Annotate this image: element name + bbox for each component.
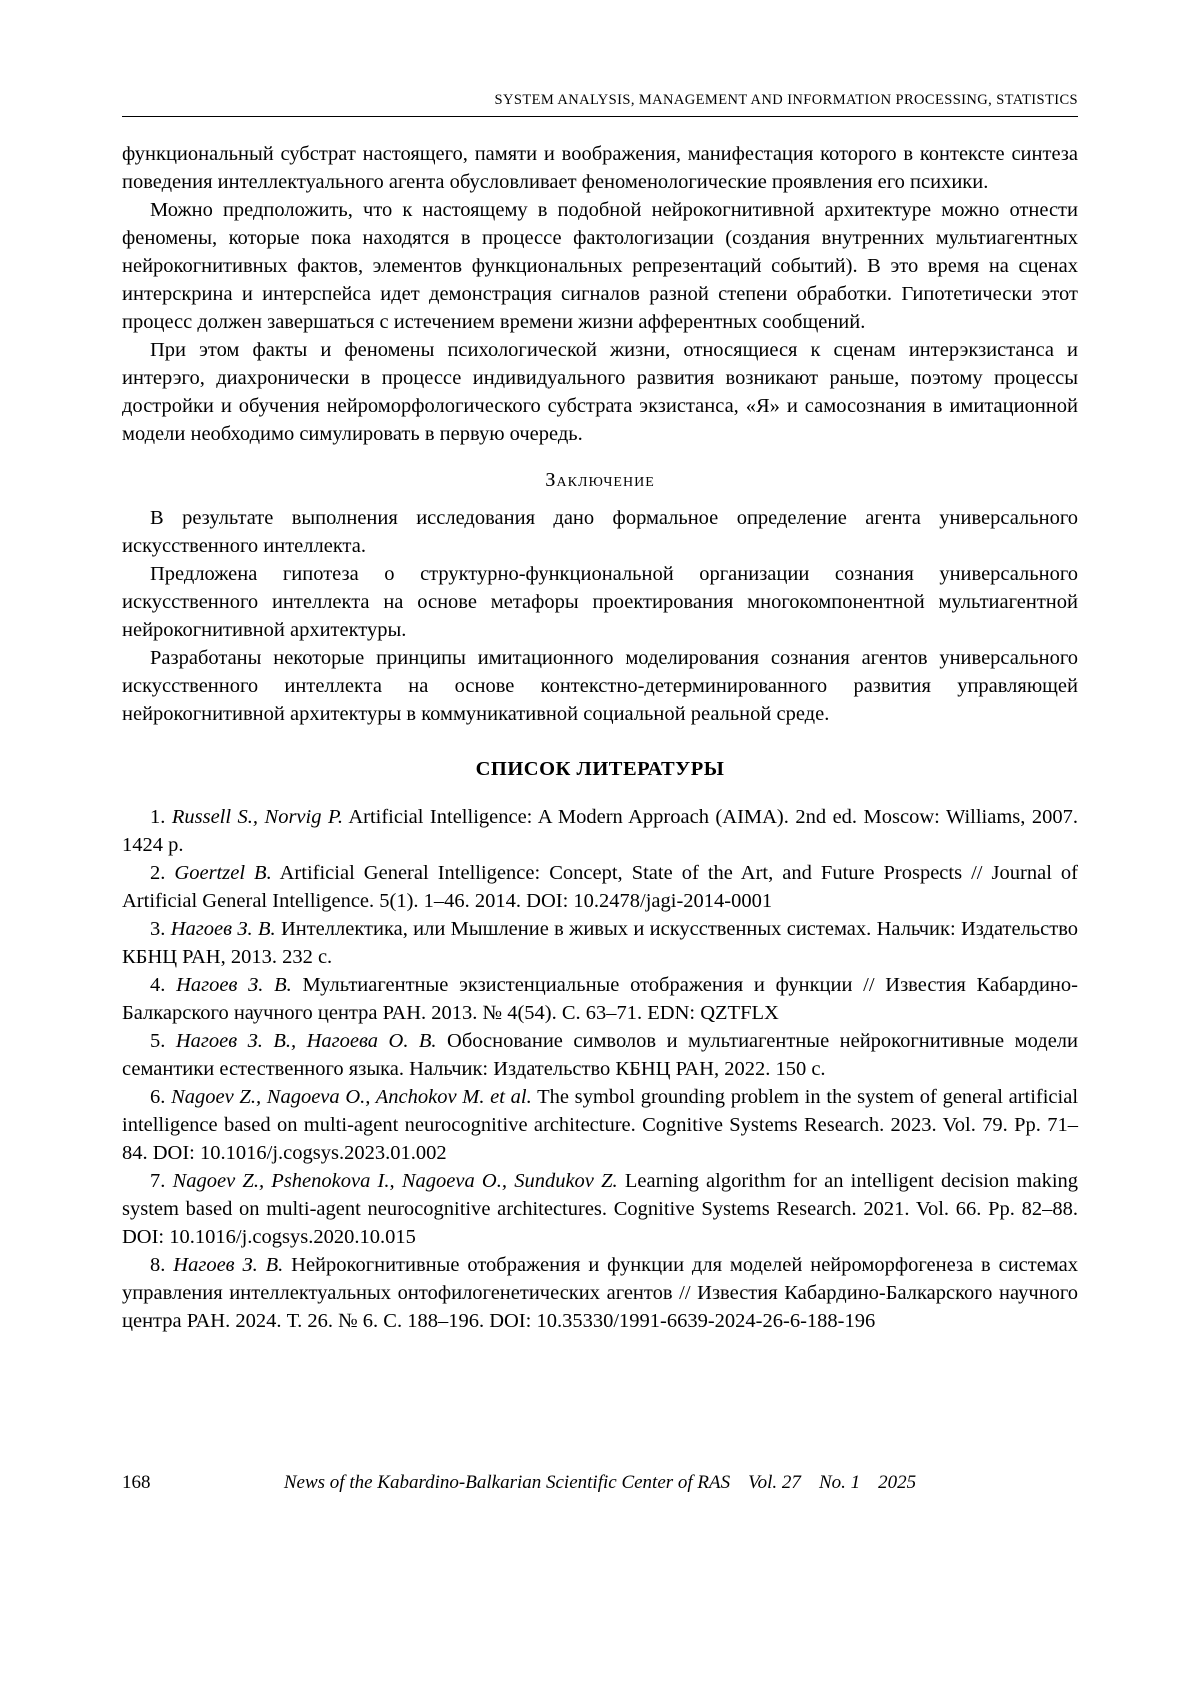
reference-number: 5. — [150, 1030, 166, 1052]
journal-line — [122, 1472, 1078, 1494]
body-paragraph: функциональный субстрат настоящего, памяти и воображения, манифестация которого в контексте синтеза поведения интеллектуального агента обусловливает феноменологические проявления его психики. — [122, 143, 1078, 193]
reference-item — [122, 971, 1078, 1027]
conclusion-heading: Заключение — [545, 469, 655, 491]
reference-authors: Нагоев З. В. — [176, 974, 292, 996]
body-paragraph: При этом факты и феномены психологической жизни, относящиеся к сценам интерэкзистанса и интерэго, диахронически в процессе индивидуального развития возникают раньше, поэтому процессы достройки и обучения нейроморфологического субстрата экзистанса, «Я» и самосознания в имитационной модели необходимо симулировать в первую очередь. — [122, 339, 1078, 445]
reference-item — [122, 1167, 1078, 1251]
conclusion-paragraph: Разработаны некоторые принципы имитационного моделирования сознания агентов универсального искусственного интеллекта на основе контекстно-детерминированного развития управляющей нейрокогнитивной архитектуры в коммуникативной социальной реальной среде. — [122, 647, 1078, 725]
references-heading: СПИСОК ЛИТЕРАТУРЫ — [475, 758, 725, 780]
reference-number: 3. — [150, 918, 166, 940]
reference-authors: Nagoev Z., Pshenokova I., Nagoeva O., Sundukov Z. — [172, 1170, 618, 1192]
reference-item — [122, 915, 1078, 971]
reference-authors: Nagoev Z., Nagoeva O., Anchokov M. et al. — [171, 1086, 532, 1108]
page-header — [122, 92, 1078, 117]
conclusion-paragraph: В результате выполнения исследования дано формальное определение агента универсального искусственного интеллекта. — [122, 507, 1078, 557]
reference-number: 7. — [150, 1170, 166, 1192]
reference-text: Artificial General Intelligence: Concept, State of the Art, and Future Prospects // Journal of Artificial General Intelligence. 5(1). 1–46. 2014. DOI: 10.2478/jagi-2014-0001 — [122, 862, 1079, 912]
reference-item — [122, 1251, 1078, 1335]
reference-text: The symbol grounding problem in the system of general artificial intelligence based on multi-agent neurocognitive architecture. Cognitive Systems Research. 2023. Vol. 79. Pp. 71–84. DOI: 10.1016/j.cogsys.2023.01.002 — [122, 1086, 1079, 1164]
reference-authors: Нагоев З. В. — [173, 1254, 284, 1276]
reference-text: Нейрокогнитивные отображения и функции для моделей нейроморфогенеза в системах управления интеллектуальных онтофилогенетических агентов // Известия Кабардино-Балкарского научного центра РАН. 2024. Т. 26. № 6. С. 188–196. DOI: 10.35330/1991-6639-2024-26-6-188-196 — [122, 1254, 1078, 1332]
reference-text: Мультиагентные экзистенциальные отображения и функции // Известия Кабардино-Балкарского научного центра РАН. 2013. № 4(54). С. 63–71. EDN: QZTFLX — [122, 974, 1078, 1024]
reference-number: 8. — [150, 1254, 166, 1276]
reference-item — [122, 803, 1078, 859]
reference-text: Learning algorithm for an intelligent decision making system based on multi-agent neurocognitive architectures. Cognitive Systems Research. 2021. Vol. 66. Pp. 82–88. DOI: 10.1016/j.cogsys.2020.10.015 — [122, 1170, 1079, 1248]
page-body — [122, 140, 1078, 1335]
reference-authors: Russell S., Norvig P. — [171, 806, 343, 828]
reference-number: 6. — [150, 1086, 166, 1108]
reference-number: 1. — [150, 806, 166, 828]
conclusion-paragraph: Предложена гипотеза о структурно-функциональной организации сознания универсального искусственного интеллекта на основе метафоры проектирования многокомпонентной мультиагентной нейрокогнитивной архитектуры. — [122, 563, 1078, 641]
reference-authors: Нагоев З. В., Нагоева О. В. — [175, 1030, 437, 1052]
reference-authors: Goertzel B. — [174, 862, 272, 884]
reference-item — [122, 1027, 1078, 1083]
reference-number: 2. — [150, 862, 166, 884]
reference-authors: Нагоев З. В. — [170, 918, 276, 940]
page-footer — [122, 1472, 1078, 1494]
body-paragraph: Можно предположить, что к настоящему в подобной нейрокогнитивной архитектуре можно отнести феномены, которые пока находятся в процессе фактологизации (создания внутренних мультиагентных нейрокогнитивных фактов, элементов функциональных репрезентаций событий). В это время на сценах интерскрина и интерспейса идет демонстрация сигналов разной степени обработки. Гипотетически этот процесс должен завершаться с истечением времени жизни афферентных сообщений. — [122, 199, 1078, 333]
reference-text: Интеллектика, или Мышление в живых и искусственных системах. Нальчик: Издательство КБНЦ РАН, 2013. 232 с. — [122, 918, 1078, 968]
journal-volume: Vol. 27 — [748, 1472, 801, 1493]
reference-number: 4. — [150, 974, 166, 996]
page-number: 168 — [122, 1472, 151, 1493]
journal-issue: No. 1 — [818, 1472, 861, 1493]
reference-item — [122, 859, 1078, 915]
journal-title: News of the Kabardino-Balkarian Scientific Center of RAS — [283, 1472, 731, 1493]
journal-year: 2025 — [878, 1472, 917, 1493]
reference-text: Artificial Intelligence: A Modern Approach (AIMA). 2nd ed. Moscow: Williams, 2007. 1424 p. — [122, 806, 1079, 856]
reference-text: Обоснование символов и мультиагентные нейрокогнитивные модели семантики естественного языка. Нальчик: Издательство КБНЦ РАН, 2022. 150 с. — [122, 1030, 1078, 1080]
reference-item — [122, 1083, 1078, 1167]
running-title: SYSTEM ANALYSIS, MANAGEMENT AND INFORMATION PROCESSING, STATISTICS — [494, 92, 1078, 108]
